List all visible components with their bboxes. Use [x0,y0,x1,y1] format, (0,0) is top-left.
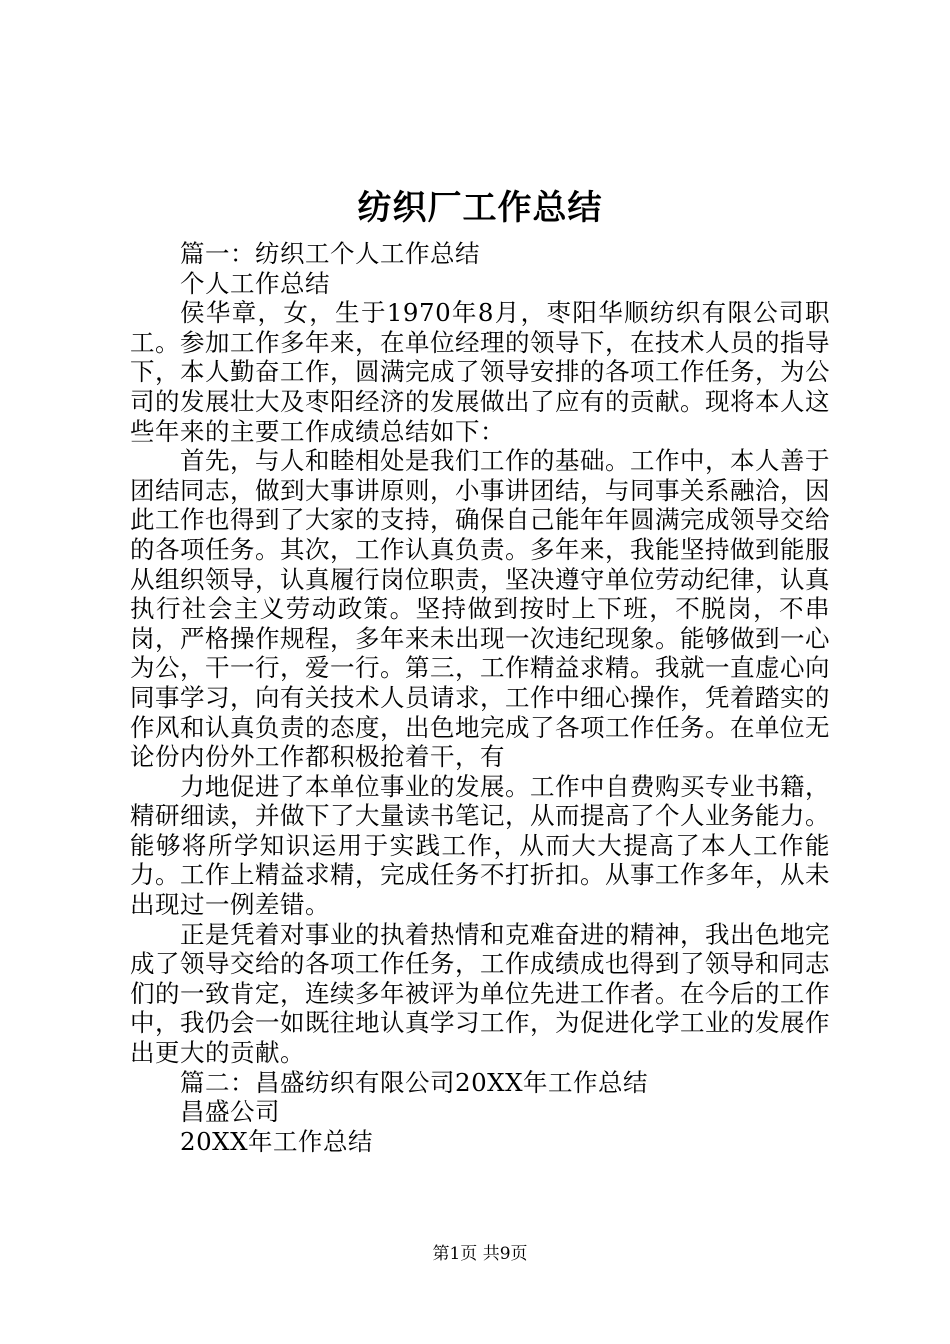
subheading: 个人工作总结 [180,268,330,298]
section-heading: 篇二：昌盛纺织有限公司20XX年工作总结 [180,1067,649,1097]
document-title: 纺织厂工作总结 [357,188,603,228]
subheading: 昌盛公司 [180,1097,280,1127]
page-footer: 第1页 共9页 [432,1244,528,1264]
subheading: 20XX年工作总结 [180,1126,374,1156]
paragraph: 正是凭着对事业的执着热情和克难奋进的精神，我出色地完成了领导交给的各项工作任务，工作成绩成也得到了领导和同志们的一致肯定，连续多年被评为单位先进工作者。在今后的工作中，我仍会一如既往地认真学习工作，为促进化学工业的发展作出更大的贡献。 [130,919,830,1068]
paragraph: 侯华章，女，生于1970年8月，枣阳华顺纺织有限公司职工。参加工作多年来，在单位经理的领导下，在技术人员的指导下，本人勤奋工作，圆满完成了领导安排的各项工作任务，为公司的发展壮大及枣阳经济的发展做出了应有的贡献。现将本人这些年来的主要工作成绩总结如下： [130,298,830,446]
paragraph: 首先，与人和睦相处是我们工作的基础。工作中，本人善于团结同志，做到大事讲原则，小事讲团结，与同事关系融洽，因此工作也得到了大家的支持，确保自己能年年圆满完成领导交给的各项任务。其次，工作认真负责。多年来，我能坚持做到能服从组织领导，认真履行岗位职责，坚决遵守单位劳动纪律，认真执行社会主义劳动政策。坚持做到按时上下班，不脱岗，不串岗，严格操作规程，多年来未出现一次违纪现象。能够做到一心为公，干一行，爱一行。第三，工作精益求精。我就一直虚心向同事学习，向有关技术人员请求，工作中细心操作，凭着踏实的作风和认真负责的态度，出色地完成了各项工作任务。在单位无论份内份外工作都积极抢着干，有 [130,446,830,772]
document-body [130,239,830,1156]
section-heading: 篇一：纺织工个人工作总结 [180,239,480,268]
paragraph: 力地促进了本单位事业的发展。工作中自费购买专业书籍，精研细读，并做下了大量读书笔记，从而提高了个人业务能力。能够将所学知识运用于实践工作，从而大大提高了本人工作能力。工作上精益求精，完成任务不打折扣。从事工作多年，从未出现过一例差错。 [130,771,830,920]
